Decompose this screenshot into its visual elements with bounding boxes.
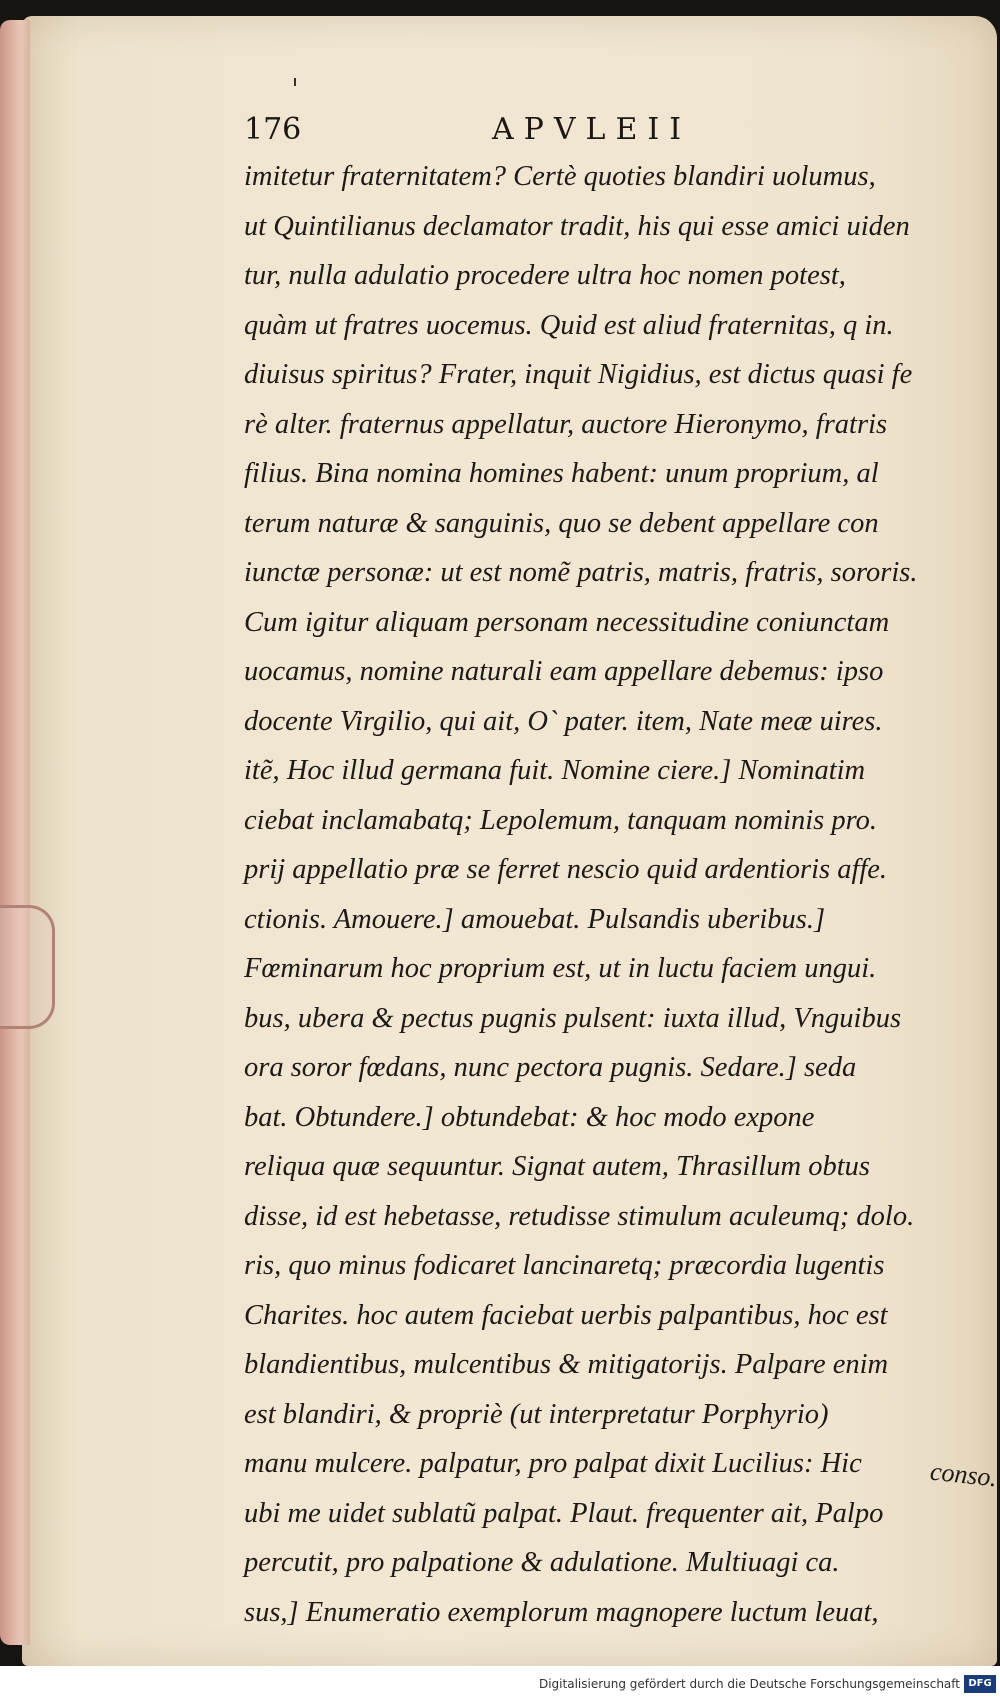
text-line: prij appellatio præ se ferret nescio quid ardentioris affe. — [244, 854, 888, 885]
text-line: ris, quo minus fodicaret lancinaretq; præcordia lugentis — [244, 1250, 885, 1281]
text-line: Charites. hoc autem faciebat uerbis palpantibus, hoc est — [244, 1299, 888, 1331]
catchword: conso. — [928, 1456, 999, 1493]
text-line: manu mulcere. palpatur, pro palpat dixit Lucilius: Hic — [244, 1448, 862, 1479]
text-line: itẽ, Hoc illud germana fuit. Nomine ciere.] Nominatim — [244, 755, 866, 786]
text-line: rè alter. fraternus appellatur, auctore Hieronymo, fratris — [244, 408, 888, 440]
text-line: terum naturæ & sanguinis, quo se debent appellare con — [244, 507, 879, 539]
running-title: APVLEII — [492, 112, 692, 147]
text-line: diuisus spiritus? Frater, inquit Nigidius, est dictus quasi fe — [244, 359, 913, 390]
page-number: 176 — [244, 112, 302, 147]
text-line: Cum igitur aliquam personam necessitudine coniunctam — [244, 606, 890, 638]
text-line: Fœminarum hoc proprium est, ut in luctu faciem ungui. — [244, 953, 877, 984]
page-edge — [0, 20, 30, 1645]
body-text — [244, 152, 984, 1637]
dfg-logo: DFG — [964, 1675, 996, 1693]
page-header — [244, 112, 944, 152]
text-line: sus,] Enumeratio exemplorum magnopere luctum leuat, — [244, 1596, 879, 1628]
ink-mark — [294, 78, 296, 86]
text-line: percutit, pro palpatione & adulatione. Multiuagi ca. — [244, 1547, 840, 1578]
text-line: est blandiri, & propriè (ut interpretatur Porphyrio) — [244, 1398, 829, 1430]
page-clip — [0, 905, 55, 1029]
text-line: imitetur fraternitatem? Certè quoties blandiri uolumus, — [244, 161, 876, 192]
digitization-credit: Digitalisierung gefördert durch die Deutsche Forschungsgemeinschaft — [538, 1677, 960, 1691]
text-line: uocamus, nomine naturali eam appellare debemus: ipso — [244, 656, 884, 687]
text-line: disse, id est hebetasse, retudisse stimulum aculeumq; dolo. — [244, 1200, 915, 1232]
text-line: iunctæ personæ: ut est nomẽ patris, matris, fratris, sororis. — [244, 557, 918, 588]
text-line: tur, nulla adulatio procedere ultra hoc nomen potest, — [244, 260, 846, 291]
text-line: ciebat inclamabatq; Lepolemum, tanquam nominis pro. — [244, 804, 878, 836]
text-line: ctionis. Amouere.] amouebat. Pulsandis uberibus.] — [244, 903, 826, 935]
text-line: bus, ubera & pectus pugnis pulsent: iuxta illud, Vnguibus — [244, 1002, 902, 1034]
text-line: filius. Bina nomina homines habent: unum proprium, al — [244, 458, 879, 489]
text-line: ora soror fœdans, nunc pectora pugnis. Sedare.] seda — [244, 1052, 857, 1083]
text-line: bat. Obtundere.] obtundebat: & hoc modo expone — [244, 1101, 815, 1133]
text-line: ut Quintilianus declamator tradit, his qui esse amici uiden — [244, 210, 910, 242]
text-line: reliqua quæ sequuntur. Signat autem, Thrasillum obtus — [244, 1151, 870, 1182]
text-line: docente Virgilio, qui ait, O` pater. item, Nate meæ uires. — [244, 705, 883, 737]
text-line: ubi me uidet sublatũ palpat. Plaut. frequenter ait, Palpo — [244, 1497, 884, 1529]
text-line: blandientibus, mulcentibus & mitigatorijs. Palpare enim — [244, 1349, 889, 1380]
text-line: quàm ut fratres uocemus. Quid est aliud fraternitas, q in. — [244, 309, 894, 341]
